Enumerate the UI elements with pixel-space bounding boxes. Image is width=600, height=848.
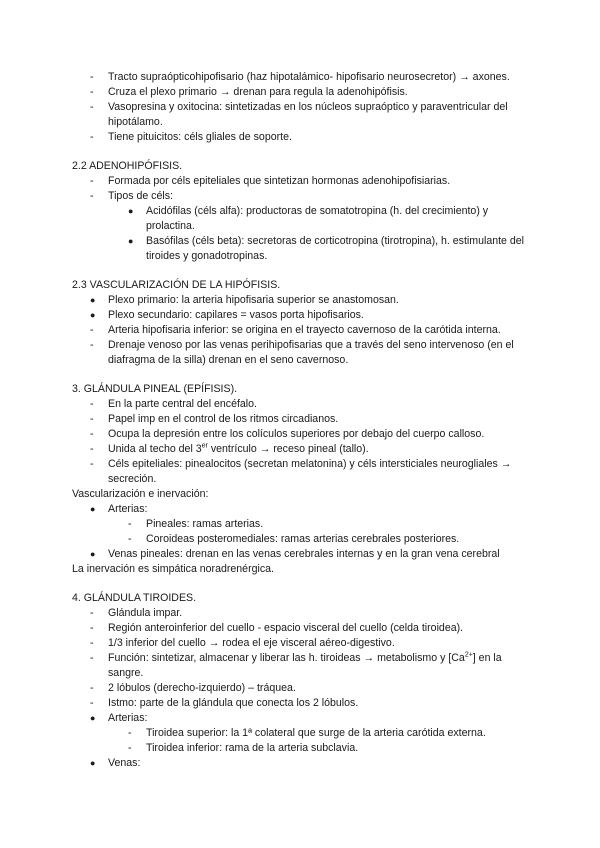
bullet-marker: ● [90,295,96,305]
list-item [72,323,534,338]
bullet-marker: ● [128,236,134,246]
dash-marker: - [90,324,94,336]
superscript: er [201,442,208,450]
list-item-text: Tiroidea superior: la 1ª colateral que surge de la arteria carótida externa. [146,727,486,739]
text-part: ] en la sangre. [108,652,502,679]
dash-marker: - [90,682,94,694]
list-item-text: Cruza el plexo primario → drenan para regula la adenohipófisis. [108,86,408,98]
list-item [72,696,534,711]
sub-list-item [72,532,534,547]
document-content [72,70,534,771]
list-item [72,100,534,130]
list-item-text [108,651,534,681]
dash-marker: - [90,339,94,351]
list-item-text: Arteria hipofisaria inferior: se origina en el trayecto cavernoso de la carótida interna. [108,324,501,336]
bullet-marker: ● [90,310,96,320]
list-item-text: Venas: [108,757,141,769]
section-heading-pineal: 3. GLÁNDULA PINEAL (EPÍFISIS). [72,383,238,395]
list-item [72,397,534,412]
subheading-vascularizacion: Vascularización e inervación: [72,488,209,500]
dash-marker: - [90,71,94,83]
list-item-text: Vasopresina y oxitocina: sintetizadas en los núcleos supraóptico y paraventricular del hipotálamo. [108,101,508,128]
list-item-text [108,442,534,457]
section-heading-adenohipofisis: 2.2 ADENOHIPÓFISIS. [72,160,183,172]
list-item-text: Tracto supraópticohipofisario (haz hipotalámico- hipofisario neurosecretor) → axones. [108,71,510,83]
list-item [72,442,534,457]
list-item [72,189,534,204]
dash-marker: - [90,190,94,202]
list-item [72,711,534,726]
list-item-text: Papel imp en el control de los ritmos circadianos. [108,413,339,425]
list-item-text: Coroideas posteromediales: ramas arterias cerebrales posteriores. [146,533,460,545]
dash-marker: - [90,428,94,440]
list-item-text: Basófilas (céls beta): secretoras de corticotropina (tirotropina), h. estimulante del tiroides y gonadotropinas. [146,235,525,262]
list-item [72,756,534,771]
dash-marker: - [90,175,94,187]
dash-marker: - [128,727,132,739]
text-part: Función: sintetizar, almacenar y liberar las h. tiroideas → metabolismo y [Ca [108,652,465,664]
list-item [72,338,534,368]
list-item-text: Tiroidea inferior: rama de la arteria subclavia. [146,742,359,754]
dash-marker: - [90,458,94,470]
list-item [72,681,534,696]
sub-list-item [72,234,534,264]
list-item [72,636,534,651]
list-item [72,293,534,308]
list-item-text: Plexo secundario: capilares = vasos porta hipofisarios. [108,309,364,321]
dash-marker: - [90,413,94,425]
list-item-text: 2 lóbulos (derecho-izquierdo) – tráquea. [108,682,296,694]
list-item [72,621,534,636]
list-item [72,412,534,427]
list-item-text: Arterias: [108,503,148,515]
sub-list-item [72,204,534,234]
superscript: 2+ [464,651,473,659]
list-item-text: Acidófilas (céls alfa): productoras de somatotropina (h. del crecimiento) y prolactina. [146,205,489,232]
list-item-text: Tiene pituicitos: céls gliales de soporte. [108,131,292,143]
list-item-text: 1/3 inferior del cuello → rodea el eje visceral aéreo-digestivo. [108,637,395,649]
list-item [72,130,534,145]
dash-marker: - [90,622,94,634]
list-item [72,308,534,323]
dash-marker: - [128,742,132,754]
dash-marker: - [90,398,94,410]
list-item-text: Ocupa la depresión entre los colículos superiores por debajo del cuerpo calloso. [108,428,485,440]
bullet-marker: ● [128,206,134,216]
bullet-marker: ● [90,549,96,559]
list-item-text: Región anteroinferior del cuello - espacio visceral del cuello (celda tiroidea). [108,622,464,634]
dash-marker: - [90,697,94,709]
list-item-text: Pineales: ramas arterias. [146,518,264,530]
list-item-text: Plexo primario: la arteria hipofisaria superior se anastomosan. [108,294,399,306]
list-item [72,427,534,442]
list-item [72,547,534,562]
bullet-marker: ● [90,713,96,723]
list-item-text: Glándula impar. [108,607,183,619]
section-heading-tiroides: 4. GLÁNDULA TIROIDES. [72,592,197,604]
list-item-text: Istmo: parte de la glándula que conecta los 2 lóbulos. [108,697,359,709]
list-item-text: Arterias: [108,712,148,724]
text-part: Unida al techo del 3 [108,443,202,455]
list-item-text: Drenaje venoso por las venas perihipofisarias que a través del seno intervenoso (en el diafragma de la silla) drenan en el seno cavernoso. [108,339,514,366]
dash-marker: - [90,101,94,113]
list-item [72,457,534,487]
dash-marker: - [128,518,132,530]
dash-marker: - [90,607,94,619]
text-part: ventrículo → receso pineal (tallo). [207,443,369,455]
dash-marker: - [90,86,94,98]
list-item-text: Formada por céls epiteliales que sintetizan hormonas adenohipofisiarias. [108,175,451,187]
dash-marker: - [90,652,94,664]
list-item-text: Tipos de céls: [108,190,173,202]
list-item-text: Céls epiteliales: pinealocitos (secretan melatonina) y céls intersticiales neurogliales → secreción. [108,458,512,485]
dash-marker: - [90,637,94,649]
list-item [72,651,534,681]
list-item [72,174,534,189]
section-heading-vascularizacion: 2.3 VASCULARIZACIÓN DE LA HIPÓFISIS. [72,279,281,291]
dash-marker: - [128,533,132,545]
sub-list-item [72,517,534,532]
list-item [72,606,534,621]
list-item-text: Venas pineales: drenan en las venas cerebrales internas y en la gran vena cerebral [108,548,500,560]
sub-list-item [72,726,534,741]
list-item [72,85,534,100]
list-item [72,502,534,517]
dash-marker: - [90,443,94,455]
list-item-text: En la parte central del encéfalo. [108,398,257,410]
sub-list-item [72,741,534,756]
dash-marker: - [90,131,94,143]
paragraph-inervacion: La inervación es simpática noradrenérgica. [72,563,274,575]
list-item [72,70,534,85]
bullet-marker: ● [90,504,96,514]
bullet-marker: ● [90,758,96,768]
